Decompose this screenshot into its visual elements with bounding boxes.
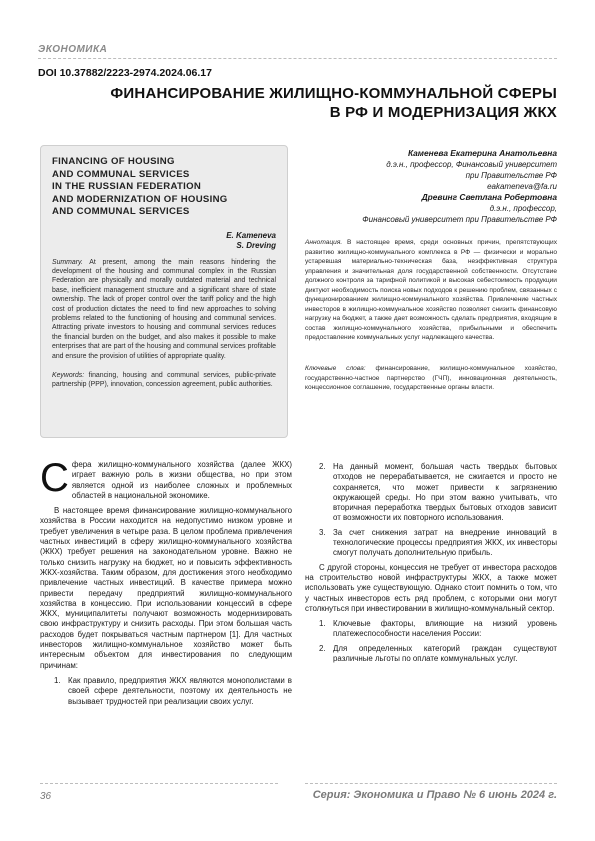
ru-keywords-label: Ключевые слова: xyxy=(305,365,366,372)
paragraph: С другой стороны, концессия не требует от инвестора расходов на строительство новой инфраструктуры ЖКХ, а также может использовать уже существующую. Однако стоит помнить о том, что у частных инвесторов есть ряд проблем, с которыми они могут столкнуться при инвестировании в жилищно-коммунальный сектор. xyxy=(305,562,557,613)
list-number: 1. xyxy=(319,619,326,629)
summary-label: Summary. xyxy=(52,258,83,266)
list-number: 2. xyxy=(319,462,326,471)
english-title-line: AND COMMUNAL SERVICES xyxy=(52,206,190,217)
author-1-email: eakameneva@fa.ru xyxy=(487,182,557,191)
reasons-list xyxy=(54,676,292,707)
list-item xyxy=(319,619,557,640)
keywords-label: Keywords: xyxy=(52,371,85,379)
ru-keywords-text: финансирование, жилищно-коммунальное хозяйство, государственно-частное партнерство (ГЧП), инновационная деятельность, концессионное соглашение, государственные органы власти. xyxy=(305,365,557,391)
article-title xyxy=(107,84,557,122)
author-1-affiliation-2: при Правительстве РФ xyxy=(465,171,557,180)
english-title-line: IN THE RUSSIAN FEDERATION xyxy=(52,181,202,192)
english-summary xyxy=(52,258,276,361)
journal-series: Серия: Экономика и Право № 6 июнь 2024 г. xyxy=(312,789,557,801)
list-text: Для определенных категорий граждан существуют различные льготы по оплате коммунальных услуг. xyxy=(333,643,557,664)
english-title-line: AND MODERNIZATION OF HOUSING xyxy=(52,193,228,205)
english-author-2: S. Dreving xyxy=(236,241,276,250)
page-number: 36 xyxy=(40,791,52,802)
list-item xyxy=(54,676,292,707)
body-column-left xyxy=(40,456,292,711)
list-number: 3. xyxy=(319,527,326,537)
doi: DOI 10.37882/2223-2974.2024.06.17 xyxy=(38,67,212,79)
section-label: ЭКОНОМИКА xyxy=(38,44,108,55)
list-text: За счет снижения затрат на внедрение инноваций в технологические процессы предприятия ЖКХ, их инвесторы смогут получать дополнительную прибыль. xyxy=(333,527,557,558)
list-item xyxy=(319,644,557,665)
english-title xyxy=(52,156,276,219)
footer-divider xyxy=(305,783,557,784)
english-authors xyxy=(52,231,276,252)
author-2-name: Древинг Светлана Робертовна xyxy=(421,192,557,202)
english-title-line: AND COMMUNAL SERVICES xyxy=(52,168,190,180)
title-line-2: В РФ И МОДЕРНИЗАЦИЯ ЖКХ xyxy=(329,104,557,121)
english-title-line: FINANCING OF HOUSING xyxy=(52,156,175,167)
russian-abstract xyxy=(305,238,557,343)
abstract-label: Аннотация. xyxy=(305,239,343,246)
author-2-affiliation: д.э.н., профессор, xyxy=(489,204,557,213)
top-divider xyxy=(38,58,557,59)
drop-cap: С xyxy=(40,456,69,500)
problems-list xyxy=(319,619,557,664)
author-1-name: Каменева Екатерина Анатольевна xyxy=(408,148,557,158)
paragraph: В настоящее время финансирование жилищно-коммунального хозяйства в России находится на недопустимо низком уровне и требует увеличения в четыре раза. В целом проблема привлечения частных инвестиций в сферу жилищно-коммунального хозяйства (ЖКХ) требует решения на законодательном уровне. Важно не только снизить нагрузку на бюджет, но и повысить эффективность ЖКХ-хозяйства. Таким образом, для достижения этого необходимо привлечение частных инвестиций. В качестве примера можно привести передачу предприятий жилищно-коммунального хозяйства в концессию. При использовании концессий в сфере ЖКХ, муниципалитеты получают возможность модернизировать свою инфраструктуру и снизить расходы. При этом большая часть расходов будет покрываться частным партнером [1]. Для частных инвесторов жилищно-коммунальное хозяйство может быть интересным объектом для инвестирования по следующим причинам: xyxy=(40,506,292,670)
list-number: 2. xyxy=(319,643,326,653)
list-item xyxy=(319,528,557,559)
summary-text: At present, among the main reasons hindering the development of the housing and communal complex in the Russian Federation are physically and morally outdated material and technical base, inefficient management structure and a significant share of state ownership. The lack of proper control over the tariff policy and the high cost of production dictates the need to find new approaches to solving problems related to the functioning of housing and communal services. Attracting private investors to housing and communal services reduces the financial burden on the budget, and also makes it possible to make enterprises that are part of the housing and communal services profitable and ensure the provision of utilities of appropriate quality. xyxy=(52,258,276,360)
body-column-right xyxy=(305,462,557,668)
footer-divider xyxy=(40,783,278,784)
english-keywords xyxy=(52,371,276,390)
paragraph xyxy=(40,456,292,501)
reasons-list-continued xyxy=(319,462,557,559)
english-abstract-box xyxy=(40,145,288,438)
list-text: Ключевые факторы, влияющие на низкий уровень платежеспособности населения России: xyxy=(333,619,557,639)
abstract-text: В настоящее время, среди основных причин, препятствующих развитию жилищно-коммунального комплекса в РФ — физически и морально устаревшая материально-техническая база, неэффективная структура управления и значительная доля государственной собственности. Отсутствие должного контроля за тарифной политикой и высокая себестоимость продукции диктуют необходимость поиска новых подходов к решению проблем, связанных с функционированием жилищно-коммунального хозяйства. Привлечение частных инвесторов в жилищно-коммунальное хозяйство позволяет снизить финансовую нагрузку на бюджет, а также дает возможность сделать предприятия, входящие в состав жилищно-коммунального хозяйства, прибыльными и обеспечить предоставление коммунальных услуг надлежащего качества. xyxy=(305,239,557,341)
russian-authors xyxy=(307,148,557,225)
paragraph-text: фера жилищно-коммунального хозяйства (далее ЖКХ) играет важную роль в жизни общества, но при этом является одной из наиболее сложных и проблемных областей в национальной экономике. xyxy=(71,460,292,500)
list-number: 1. xyxy=(54,675,61,685)
author-2-affiliation-2: Финансовый университет при Правительстве РФ xyxy=(362,215,557,224)
list-item xyxy=(319,462,557,524)
title-line-1: ФИНАНСИРОВАНИЕ ЖИЛИЩНО-КОММУНАЛЬНОЙ СФЕРЫ xyxy=(110,85,557,102)
author-1-affiliation: д.э.н., профессор, Финансовый университет xyxy=(386,160,557,169)
russian-keywords xyxy=(305,364,557,393)
list-text: На данный момент, большая часть твердых бытовых отходов не перерабатывается, не сжигается и просто не сохраняется, что может привести к загрязнению окружающей среды. Но при этом важно учитывать, что вторичная переработка твердых бытовых отходов зависит от возможности их повторного использования. xyxy=(333,462,557,523)
english-author-1: E. Kameneva xyxy=(226,230,276,240)
keywords-text: financing, housing and communal services, public-private partnership (PPP), innovation, concession agreement, public authorities. xyxy=(52,371,276,389)
list-text: Как правило, предприятия ЖКХ являются монополистами в своей сфере деятельности, поэтому их деятельность не вызывает трудностей при реализации своих услуг. xyxy=(68,675,292,706)
